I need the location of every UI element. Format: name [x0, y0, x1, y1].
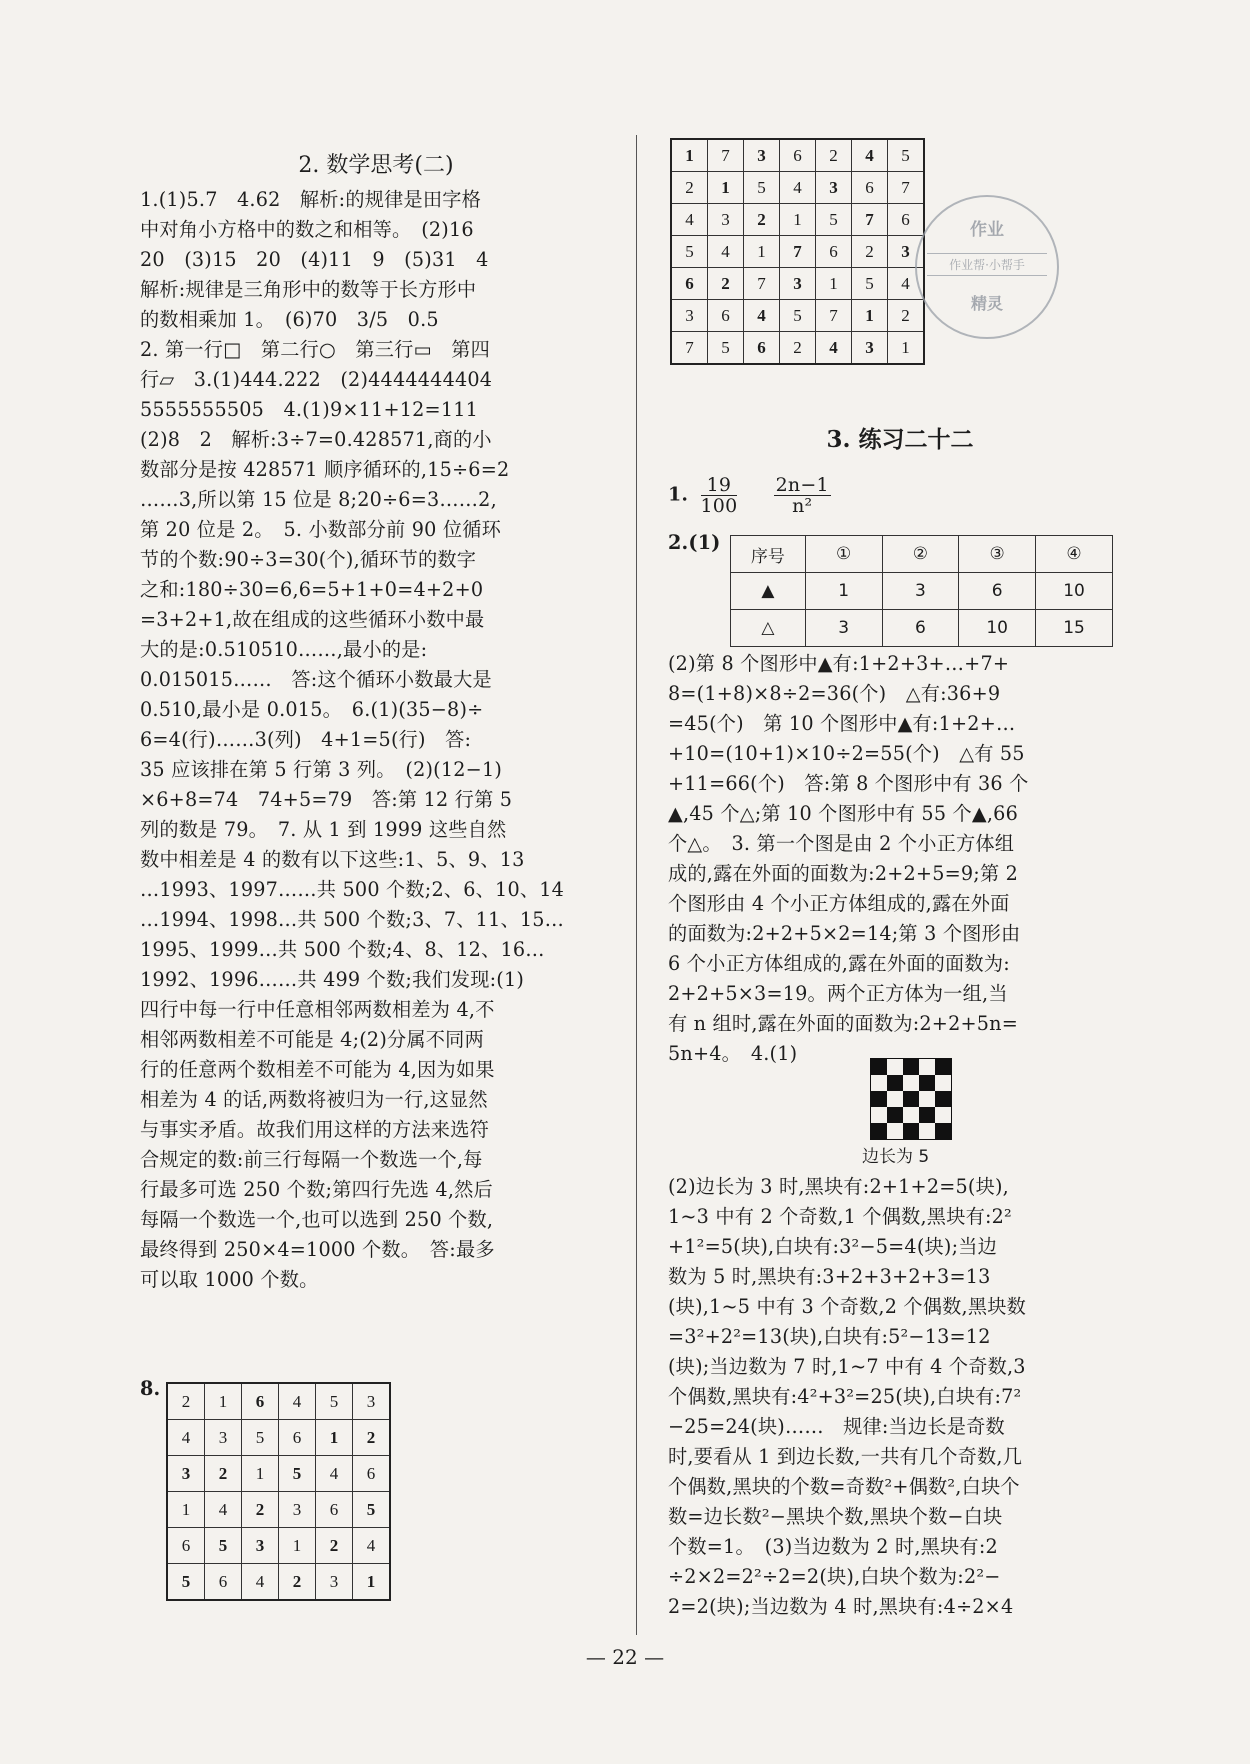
text-line: 节的个数:90÷3=30(个),循环节的数字 — [140, 548, 477, 571]
grid-cell: 6 — [167, 1528, 205, 1564]
text-line: 1.(1)5.7 4.62 解析:的规律是田字格 — [140, 188, 482, 211]
sequence-row — [731, 573, 1113, 610]
text-line: 的面数为:2+2+5×2=14;第 3 个图形由 — [668, 922, 1021, 945]
grid-cell: 2 — [167, 1383, 205, 1420]
text-line: (2)8 2 解析:3÷7=0.428571,商的小 — [140, 428, 492, 451]
text-line: 的数相乘加 1。 (6)70 3/5 0.5 — [140, 308, 439, 331]
text-line: 2. 第一行□ 第二行○ 第三行▭ 第四 — [140, 338, 491, 361]
grid-cell: 3 — [167, 1456, 205, 1492]
watermark-stamp — [915, 195, 1059, 339]
sequence-cell: 6 — [882, 610, 959, 647]
text-line: ×6+8=74 74+5=79 答:第 12 行第 5 — [140, 788, 513, 811]
text-line: 列的数是 79。 7. 从 1 到 1999 这些自然 — [140, 818, 507, 841]
grid-cell: 6 — [205, 1564, 242, 1601]
grid-row — [167, 1528, 390, 1564]
grid-cell: 2 — [888, 300, 925, 332]
grid-cell: 2 — [744, 204, 780, 236]
text-line: 中对角小方格中的数之和相等。 (2)16 — [140, 218, 474, 241]
sequence-row — [731, 610, 1113, 647]
text-line: 0.510,最小是 0.015。 6.(1)(35−8)÷ — [140, 698, 484, 721]
grid-row — [671, 300, 924, 332]
grid-cell: 4 — [671, 204, 708, 236]
grid-cell: 3 — [816, 172, 852, 204]
black-square — [919, 1107, 935, 1123]
sequence-cell: 10 — [1036, 573, 1113, 610]
grid-cell: 4 — [852, 139, 888, 172]
text-line: 6=4(行)……3(列) 4+1=5(行) 答: — [140, 728, 472, 751]
grid-cell: 7 — [708, 139, 744, 172]
grid-cell: 4 — [167, 1420, 205, 1456]
grid-cell: 5 — [708, 332, 744, 365]
sequence-cell: 3 — [805, 610, 882, 647]
grid-row — [671, 172, 924, 204]
grid-cell: 2 — [205, 1456, 242, 1492]
text-line: 数为 5 时,黑块有:3+2+3+2+3=13 — [668, 1265, 991, 1288]
sequence-cell: 6 — [959, 573, 1036, 610]
grid-cell: 1 — [242, 1456, 279, 1492]
black-square — [871, 1091, 887, 1107]
grid-cell: 7 — [888, 172, 925, 204]
section-title-left: 2. 数学思考(二) — [298, 153, 454, 178]
stamp-text-1: 作业 — [970, 220, 1004, 240]
grid-cell: 6 — [816, 236, 852, 268]
text-line: 20 (3)15 20 (4)11 9 (5)31 4 — [140, 248, 489, 271]
sequence-cell: ▲ — [731, 573, 806, 610]
black-square — [871, 1123, 887, 1139]
grid-cell: 1 — [744, 236, 780, 268]
grid-cell: 6 — [852, 172, 888, 204]
text-line: 1992、1996……共 499 个数;我们发现:(1) — [140, 968, 525, 991]
black-square — [935, 1091, 951, 1107]
question-1 — [668, 475, 837, 516]
stamp-text-2: 作业帮·小帮手 — [927, 253, 1047, 276]
grid-cell: 3 — [205, 1420, 242, 1456]
text-line: =45(个) 第 10 个图形中▲有:1+2+… — [668, 712, 1016, 735]
grid-cell: 5 — [744, 172, 780, 204]
text-line: 四行中每一行中任意相邻两数相差为 4,不 — [140, 998, 495, 1021]
text-line: ▲,45 个△;第 10 个图形中有 55 个▲,66 — [668, 802, 1018, 825]
grid-cell: 5 — [671, 236, 708, 268]
grid-cell: 1 — [816, 268, 852, 300]
text-line: 6 个小正方体组成的,露在外面的面数为: — [668, 952, 1010, 975]
grid-cell: 6 — [279, 1420, 316, 1456]
grid-cell: 2 — [353, 1420, 391, 1456]
text-line: 2+2+5×3=19。两个正方体为一组,当 — [668, 982, 1008, 1005]
grid-cell: 5 — [780, 300, 816, 332]
grid-cell: 3 — [708, 204, 744, 236]
grid-cell: 4 — [780, 172, 816, 204]
grid-cell: 2 — [242, 1492, 279, 1528]
text-line: (块);当边数为 7 时,1~7 中有 4 个奇数,3 — [668, 1355, 1026, 1378]
text-line: 之和:180÷30=6,6=5+1+0=4+2+0 — [140, 578, 484, 601]
text-line: 第 20 位是 2。 5. 小数部分前 90 位循环 — [140, 518, 501, 541]
grid-cell: 5 — [852, 268, 888, 300]
column-divider — [636, 135, 637, 1635]
grid-cell: 1 — [708, 172, 744, 204]
text-line: 1995、1999…共 500 个数;4、8、12、16… — [140, 938, 545, 961]
grid-cell: 2 — [316, 1528, 353, 1564]
grid-row — [671, 236, 924, 268]
text-line: 个△。 3. 第一个图是由 2 个小正方体组 — [668, 832, 1015, 855]
grid-cell: 3 — [744, 139, 780, 172]
text-line: =3+2+1,故在组成的这些循环小数中最 — [140, 608, 485, 631]
text-line: 5n+4。 4.(1) — [668, 1042, 798, 1065]
grid-cell: 1 — [205, 1383, 242, 1420]
text-line: 与事实矛盾。故我们用这样的方法来选符 — [140, 1118, 489, 1141]
grid-cell: 6 — [708, 300, 744, 332]
sequence-cell: 3 — [882, 573, 959, 610]
grid-row — [167, 1420, 390, 1456]
text-line: 解析:规律是三角形中的数等于长方形中 — [140, 278, 477, 301]
right-body-text-a — [668, 649, 1138, 1069]
checkerboard-caption: 边长为 5 — [862, 1147, 930, 1167]
black-square — [903, 1091, 919, 1107]
grid-cell: 5 — [205, 1528, 242, 1564]
text-line: 行最多可选 250 个数;第四行先选 4,然后 — [140, 1178, 493, 1201]
grid-cell: 6 — [888, 204, 925, 236]
text-line: 相差为 4 的话,两数将被归为一行,这显然 — [140, 1088, 488, 1111]
sequence-cell: ③ — [959, 536, 1036, 573]
grid-cell: 4 — [744, 300, 780, 332]
text-line: 个偶数,黑块有:4²+3²=25(块),白块有:7² — [668, 1385, 1022, 1408]
grid-cell: 2 — [279, 1564, 316, 1601]
text-line: 个图形由 4 个小正方体组成的,露在外面 — [668, 892, 1010, 915]
sequence-cell: ② — [882, 536, 959, 573]
grid-cell: 1 — [780, 204, 816, 236]
fraction-19-100 — [701, 475, 738, 516]
grid-cell: 1 — [279, 1528, 316, 1564]
question-8-label: 8. — [140, 1377, 161, 1400]
grid-cell: 4 — [205, 1492, 242, 1528]
text-line: 35 应该排在第 5 行第 3 列。 (2)(12−1) — [140, 758, 503, 781]
grid-row — [671, 139, 924, 172]
question-1-label: 1. — [668, 483, 689, 506]
answer-grid-6x6 — [166, 1382, 391, 1601]
fraction-denominator: 100 — [700, 495, 738, 517]
black-square — [903, 1059, 919, 1075]
black-square — [935, 1123, 951, 1139]
grid-cell: 2 — [671, 172, 708, 204]
grid-cell: 3 — [888, 236, 925, 268]
grid-cell: 6 — [316, 1492, 353, 1528]
sequence-cell: 15 — [1036, 610, 1113, 647]
grid-cell: 3 — [242, 1528, 279, 1564]
text-line: 相邻两数相差不可能是 4;(2)分属不同两 — [140, 1028, 484, 1051]
grid-cell: 7 — [671, 332, 708, 365]
grid-cell: 7 — [780, 236, 816, 268]
black-square — [871, 1059, 887, 1075]
grid-cell: 2 — [780, 332, 816, 365]
sequence-cell: 序号 — [731, 536, 806, 573]
grid-cell: 5 — [242, 1420, 279, 1456]
grid-cell: 3 — [316, 1564, 353, 1601]
grid-cell: 7 — [852, 204, 888, 236]
text-line: …1994、1998…共 500 个数;3、7、11、15… — [140, 908, 565, 931]
question-2-label: 2.(1) — [668, 531, 721, 554]
grid-cell: 1 — [316, 1420, 353, 1456]
sequence-row — [731, 536, 1113, 573]
grid-cell: 6 — [353, 1456, 391, 1492]
text-line: 大的是:0.510510……,最小的是: — [140, 638, 428, 661]
text-line: 行的任意两个数相差不可能为 4,因为如果 — [140, 1058, 495, 1081]
text-line: −25=24(块)…… 规律:当边长是奇数 — [668, 1415, 1005, 1438]
checkerboard-figure — [870, 1058, 952, 1140]
text-line: 个偶数,黑块的个数=奇数²+偶数²,白块个 — [668, 1475, 1020, 1498]
grid-cell: 3 — [353, 1383, 391, 1420]
text-line: 最终得到 250×4=1000 个数。 答:最多 — [140, 1238, 495, 1261]
black-square — [935, 1059, 951, 1075]
text-line: 成的,露在外面的面数为:2+2+5=9;第 2 — [668, 862, 1019, 885]
grid-cell: 5 — [316, 1383, 353, 1420]
black-square — [887, 1075, 903, 1091]
grid-cell: 3 — [852, 332, 888, 365]
grid-cell: 2 — [708, 268, 744, 300]
right-body-text-b — [668, 1172, 1138, 1622]
grid-cell: 1 — [353, 1564, 391, 1601]
grid-cell: 4 — [888, 268, 925, 300]
text-line: +10=(10+1)×10÷2=55(个) △有 55 — [668, 742, 1025, 765]
grid-row — [167, 1383, 390, 1420]
answer-grid-7x7 — [670, 138, 925, 365]
text-line: 合规定的数:前三行每隔一个数选一个,每 — [140, 1148, 483, 1171]
text-line: 可以取 1000 个数。 — [140, 1268, 319, 1291]
fraction-denominator: n² — [792, 495, 813, 517]
grid-cell: 2 — [852, 236, 888, 268]
grid-cell: 5 — [353, 1492, 391, 1528]
text-line: (块),1~5 中有 3 个奇数,2 个偶数,黑块数 — [668, 1295, 1027, 1318]
grid-cell: 4 — [279, 1383, 316, 1420]
grid-cell: 7 — [744, 268, 780, 300]
grid-cell: 2 — [816, 139, 852, 172]
grid-cell: 4 — [316, 1456, 353, 1492]
sequence-cell: ① — [805, 536, 882, 573]
text-line: +11=66(个) 答:第 8 个图形中有 36 个 — [668, 772, 1029, 795]
grid-cell: 6 — [242, 1383, 279, 1420]
grid-cell: 6 — [780, 139, 816, 172]
sequence-cell: 1 — [805, 573, 882, 610]
text-line: 时,要看从 1 到边长数,一共有几个奇数,几 — [668, 1445, 1023, 1468]
grid-cell: 4 — [242, 1564, 279, 1601]
black-square — [919, 1075, 935, 1091]
section-title-right: 3. 练习二十二 — [826, 426, 974, 453]
black-square — [903, 1123, 919, 1139]
text-line: ÷2×2=2²÷2=2(块),白块个数为:2²− — [668, 1565, 1001, 1588]
grid-cell: 6 — [744, 332, 780, 365]
grid-cell: 1 — [671, 139, 708, 172]
grid-cell: 3 — [279, 1492, 316, 1528]
text-line: 1~3 中有 2 个奇数,1 个偶数,黑块有:2² — [668, 1205, 1012, 1228]
grid-cell: 4 — [708, 236, 744, 268]
grid-cell: 5 — [816, 204, 852, 236]
grid-cell: 7 — [816, 300, 852, 332]
text-line: 数部分是按 428571 顺序循环的,15÷6=2 — [140, 458, 510, 481]
sequence-cell: ④ — [1036, 536, 1113, 573]
text-line: 数中相差是 4 的数有以下这些:1、5、9、13 — [140, 848, 525, 871]
text-line: 个数=1。 (3)当边数为 2 时,黑块有:2 — [668, 1535, 998, 1558]
grid-cell: 6 — [671, 268, 708, 300]
page-number: — 22 — — [585, 1645, 665, 1669]
sequence-cell: △ — [731, 610, 806, 647]
grid-row — [671, 332, 924, 365]
text-line: 0.015015…… 答:这个循环小数最大是 — [140, 668, 492, 691]
fraction-2n-1-n2 — [774, 475, 831, 516]
grid-cell: 3 — [780, 268, 816, 300]
grid-row — [167, 1492, 390, 1528]
grid-cell: 1 — [167, 1492, 205, 1528]
grid-cell: 5 — [167, 1564, 205, 1601]
text-line: 数=边长数²−黑块个数,黑块个数−白块 — [668, 1505, 1003, 1528]
text-line: …1993、1997……共 500 个数;2、6、10、14 — [140, 878, 565, 901]
left-body-text — [140, 185, 612, 1295]
text-line: 行▱ 3.(1)444.222 (2)4444444404 — [140, 368, 493, 391]
text-line: 每隔一个数选一个,也可以选到 250 个数, — [140, 1208, 494, 1231]
grid-cell: 3 — [671, 300, 708, 332]
fraction-numerator: 19 — [701, 475, 738, 496]
stamp-text-3: 精灵 — [970, 294, 1003, 313]
text-line: 5555555505 4.(1)9×11+12=111 — [140, 398, 479, 421]
grid-cell: 1 — [888, 332, 925, 365]
text-line: +1²=5(块),白块有:3²−5=4(块);当边 — [668, 1235, 998, 1258]
fraction-numerator: 2n−1 — [775, 474, 829, 496]
text-line: 8=(1+8)×8÷2=36(个) △有:36+9 — [668, 682, 1001, 705]
text-line: ……3,所以第 15 位是 8;20÷6=3……2, — [140, 488, 497, 511]
text-line: (2)边长为 3 时,黑块有:2+1+2=5(块), — [668, 1175, 1009, 1198]
grid-cell: 4 — [816, 332, 852, 365]
grid-row — [671, 204, 924, 236]
grid-cell: 1 — [852, 300, 888, 332]
text-line: 有 n 组时,露在外面的面数为:2+2+5n= — [668, 1012, 1018, 1035]
sequence-cell: 10 — [959, 610, 1036, 647]
grid-cell: 5 — [888, 139, 925, 172]
grid-row — [671, 268, 924, 300]
text-line: 2=2(块);当边数为 4 时,黑块有:4÷2×4 — [668, 1595, 1014, 1618]
sequence-table — [730, 535, 1113, 647]
grid-cell: 4 — [353, 1528, 391, 1564]
grid-row — [167, 1456, 390, 1492]
text-line: (2)第 8 个图形中▲有:1+2+3+…+7+ — [668, 652, 1010, 675]
black-square — [887, 1107, 903, 1123]
text-line: =3²+2²=13(块),白块有:5²−13=12 — [668, 1325, 991, 1348]
grid-row — [167, 1564, 390, 1601]
grid-cell: 5 — [279, 1456, 316, 1492]
